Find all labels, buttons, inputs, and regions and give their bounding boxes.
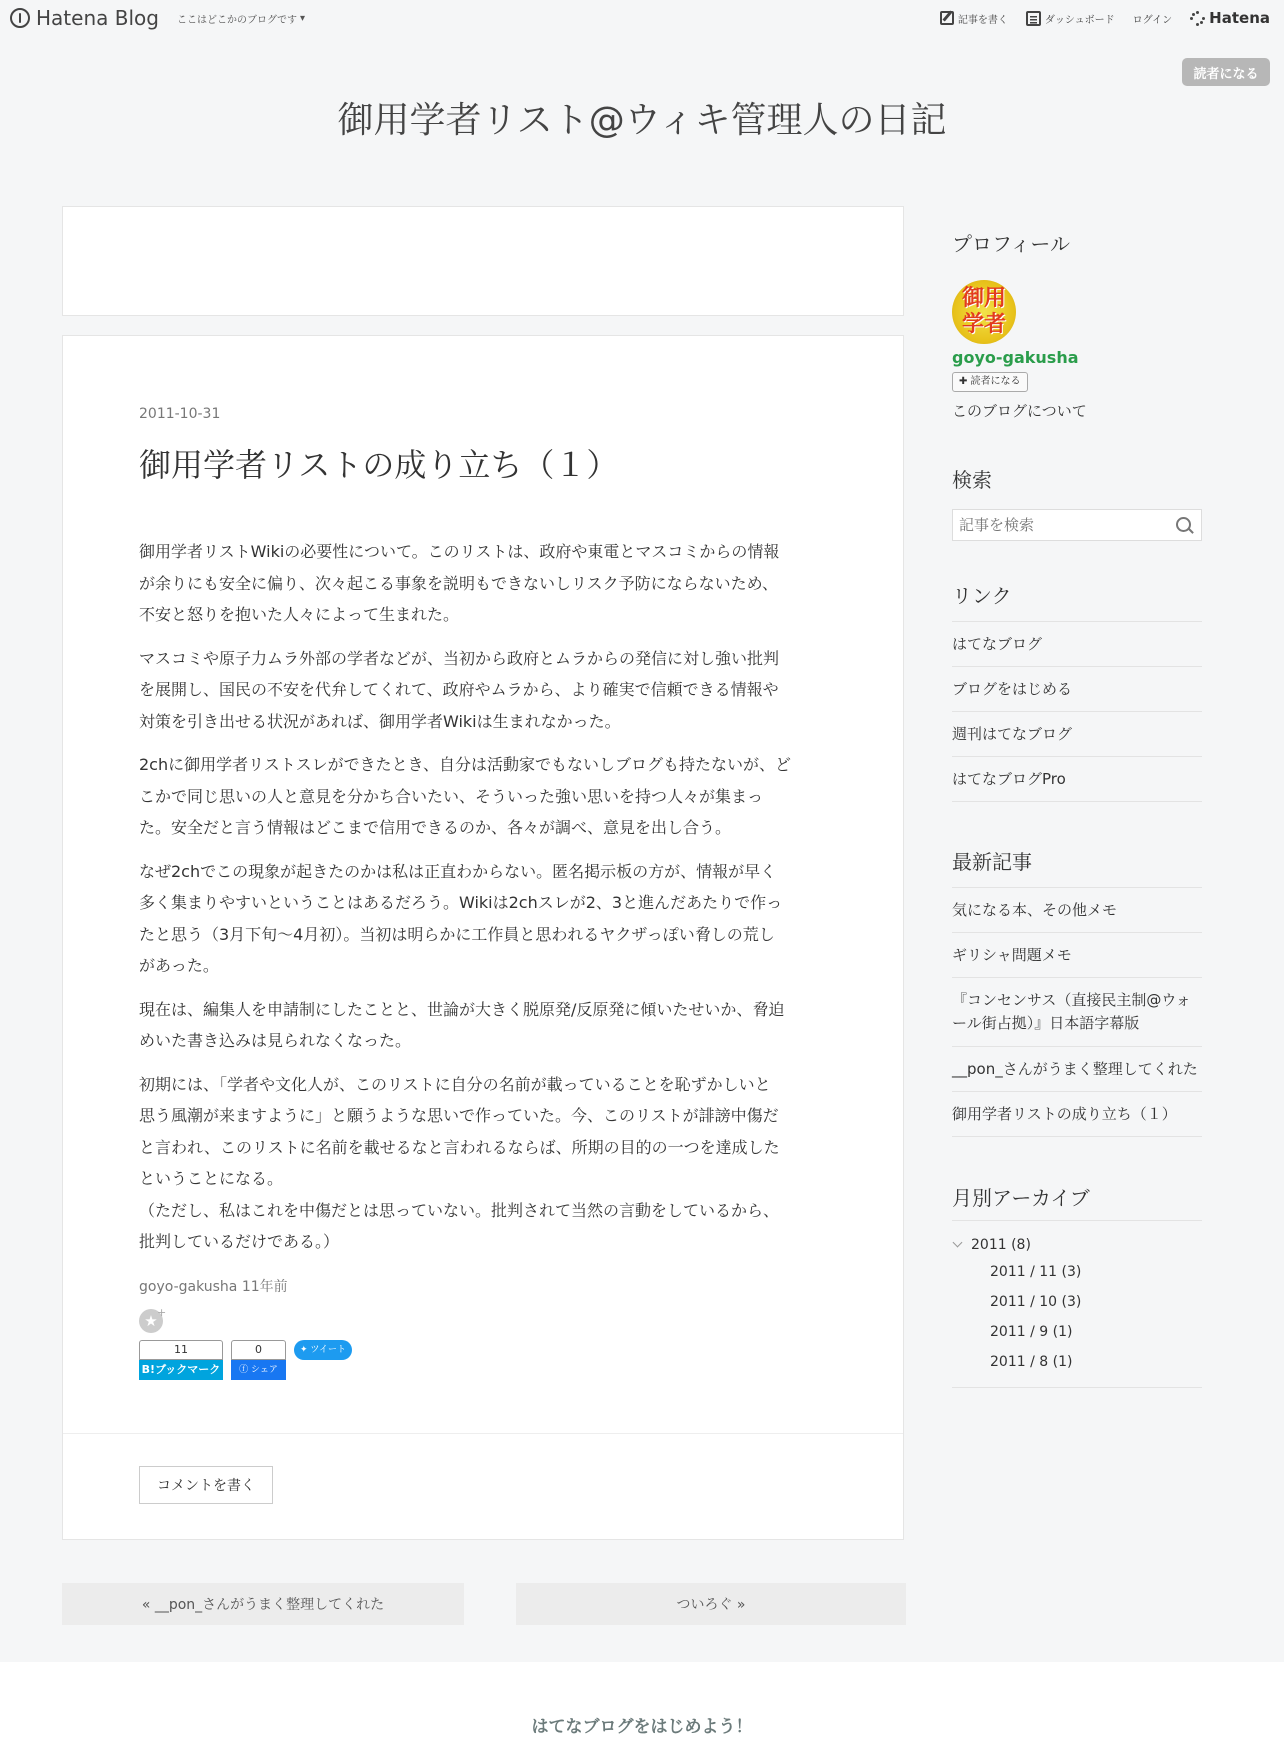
blog-menu-dropdown[interactable] [177,11,305,26]
document-icon [1026,11,1041,26]
plus-icon: + [157,1306,167,1319]
chevron-down-icon [953,1238,963,1248]
login-label: ログイン [1132,14,1173,26]
twitter-share-text: ツイート [310,1345,346,1355]
twitter-bird-icon: ✦ [300,1345,311,1355]
search-box [952,509,1202,541]
dashboard-label: ダッシュボード [1044,14,1115,26]
hatena-bookmark-button[interactable] [139,1340,223,1380]
hatena-dots-icon [1190,11,1205,26]
blog-title[interactable]: 御用学者リスト@ウィキ管理人の日記 [337,100,947,141]
facebook-share-count: 0 [231,1340,286,1360]
archive-module [952,1182,1202,1402]
archive-year-item[interactable] [952,1233,1202,1257]
entry-paragraph: 初期には、「学者や文化人が、このリストに自分の名前が載っていることを恥ずかしいと 思う風潮が来ますように」と願うような思いで作っていた。今、このリストが誹謗中傷だ と言われ、このリストに名前を載せるなと言われるならば、所期の目的の一つを達成した ということになる。 （ただし、私はこれを中傷だとは思っていない。批判されて当然の言動をしているから、 批判しているだけである。） [139,1074,780,1251]
twitter-share-button[interactable] [294,1340,352,1360]
profile-heading: プロフィール [952,232,1070,256]
start-blog-cta[interactable]: はてなブログをはじめよう！ [531,1717,753,1737]
edit-icon [940,11,954,25]
avatar-text-bottom: 学者 [961,312,1006,337]
hatena-blog-icon [10,8,30,28]
facebook-share-text: シェア [251,1365,278,1375]
archive-heading: 月別アーカイブ [952,1186,1090,1210]
avatar-text-top: 御用 [961,286,1006,311]
archive-month-link[interactable]: 2011 / 9 (1) [990,1324,1073,1340]
entry-title[interactable]: 御用学者リストの成り立ち（１） [139,446,619,484]
entry-body [139,536,829,1270]
recent-entry-link[interactable]: 気になる本、その他メモ [952,888,1202,933]
entry-article [62,335,904,1540]
hatena-logo[interactable] [1190,9,1270,27]
share-buttons [139,1340,352,1380]
pager-previous-link[interactable]: « __pon_さんがうまく整理してくれた [62,1583,464,1625]
entry-paragraph: 2chに御用学者リストスレができたとき、自分は活動家でもないしブログも持たないが、ど こかで同じ思いの人と意見を分かち合いたい、そういった強い思いを持つ人々が集まっ た。安全だと言う情報はどこまで信用できるのか、各々が調べ、意見を出し合う。 [139,755,791,837]
chevron-down-icon: ▾ [299,12,305,24]
links-module [952,580,1202,800]
hatena-blog-logo-text: Hatena Blog [36,6,159,30]
comment-divider [63,1433,903,1434]
search-icon[interactable] [1176,517,1191,532]
recent-entry-link[interactable]: ギリシャ問題メモ [952,933,1202,978]
recent-entry-link[interactable]: 御用学者リストの成り立ち（１） [952,1092,1202,1137]
about-blog-link[interactable]: このブログについて [952,402,1087,420]
global-header [0,0,1284,36]
recent-entry-link[interactable]: __pon_さんがうまく整理してくれた [952,1047,1202,1092]
blog-menu-label: ここはどこかのブログです [176,14,297,26]
search-module [952,464,1202,544]
profile-subscribe-button[interactable]: ✚ 読者になる [952,372,1028,392]
hatena-bookmark-count: 11 [139,1340,223,1360]
entry-paragraph: マスコミや原子力ムラ外部の学者などが、当初から政府とムラからの発信に対し強い批判 を展開し、国民の不安を代弁してくれて、政府やムラから、より確実で信頼できる情報や 対策を引き出せる状況があれば、御用学者Wikiは生まれなかった。 [139,648,780,731]
subscribe-button[interactable]: 読者になる [1182,58,1270,86]
hatena-blog-logo[interactable] [10,6,159,30]
sidebar-link-pro[interactable]: はてなブログPro [952,757,1202,802]
ad-area [62,206,904,316]
entry-paragraph: 御用学者リストWikiの必要性について。このリストは、政府や東電とマスコミからの情報 が余りにも安全に偏り、次々起こる事象を説明もできないしリスク予防にならないため、 不安と怒りを抱いた人々によって生まれた。 [139,542,780,624]
hatena-bookmark-label: B!ブックマーク [139,1360,223,1380]
pager-next-link[interactable]: ついろぐ » [516,1583,906,1625]
entry-time-link[interactable]: 11年前 [241,1279,288,1295]
recent-entries-list [952,887,1202,1137]
sidebar-link-start-blog[interactable]: ブログをはじめる [952,667,1202,712]
footer-band [0,1662,1284,1755]
search-heading: 検索 [952,468,992,492]
search-input[interactable] [953,510,1165,540]
write-comment-button[interactable]: コメントを書く [139,1466,273,1504]
facebook-share-label [231,1360,286,1380]
dashboard-link[interactable] [1026,11,1115,26]
recent-entry-link[interactable]: 『コンセンサス（直接民主制@ウォール街占拠）』日本語字幕版 [952,978,1202,1047]
sidebar-link-hatena-blog[interactable]: はてなブログ [952,622,1202,667]
archive-month-link[interactable]: 2011 / 11 (3) [990,1264,1082,1280]
login-link[interactable] [1133,11,1173,26]
archive-month-link[interactable]: 2011 / 8 (1) [990,1354,1073,1370]
sidebar-link-weekly[interactable]: 週刊はてなブログ [952,712,1202,757]
links-heading: リンク [952,584,1012,608]
archive-year-label: 2011 (8) [971,1237,1031,1253]
archive-list [952,1220,1202,1388]
profile-name-link[interactable]: goyo-gakusha [952,348,1079,367]
hatena-logo-text: Hatena [1209,9,1270,27]
avatar[interactable] [952,280,1016,344]
entry-paragraph: なぜ2chでこの現象が起きたのかは私は正直わからない。匿名掲示板の方が、情報が早く 多く集まりやすいということはあるだろう。Wikiは2chスレが2、3と進んだあたりで作っ たと思う（3月下旬〜4月初）。当初は明らかに工作員と思われるヤクザっぽい脅しの荒し があった。 [139,861,783,975]
star-icon: ★ [144,1312,158,1330]
archive-month-link[interactable]: 2011 / 10 (3) [990,1294,1082,1310]
recent-entries-heading: 最新記事 [952,850,1032,874]
facebook-share-button[interactable] [231,1340,286,1380]
entry-date[interactable]: 2011-10-31 [139,406,221,422]
profile-module [952,228,1202,418]
links-list [952,621,1202,802]
facebook-icon: ⓕ [239,1365,252,1375]
write-entry-link[interactable] [940,11,1008,26]
entry-footer [139,1276,288,1296]
recent-entries-module [952,846,1202,1146]
entry-author-link[interactable]: goyo-gakusha [139,1279,238,1295]
write-entry-label: 記事を書く [957,14,1008,26]
entry-paragraph: 現在は、編集人を申請制にしたことと、世論が大きく脱原発/反原発に傾いたせいか、脅迫 めいた書き込みは見られなくなった。 [139,999,785,1050]
